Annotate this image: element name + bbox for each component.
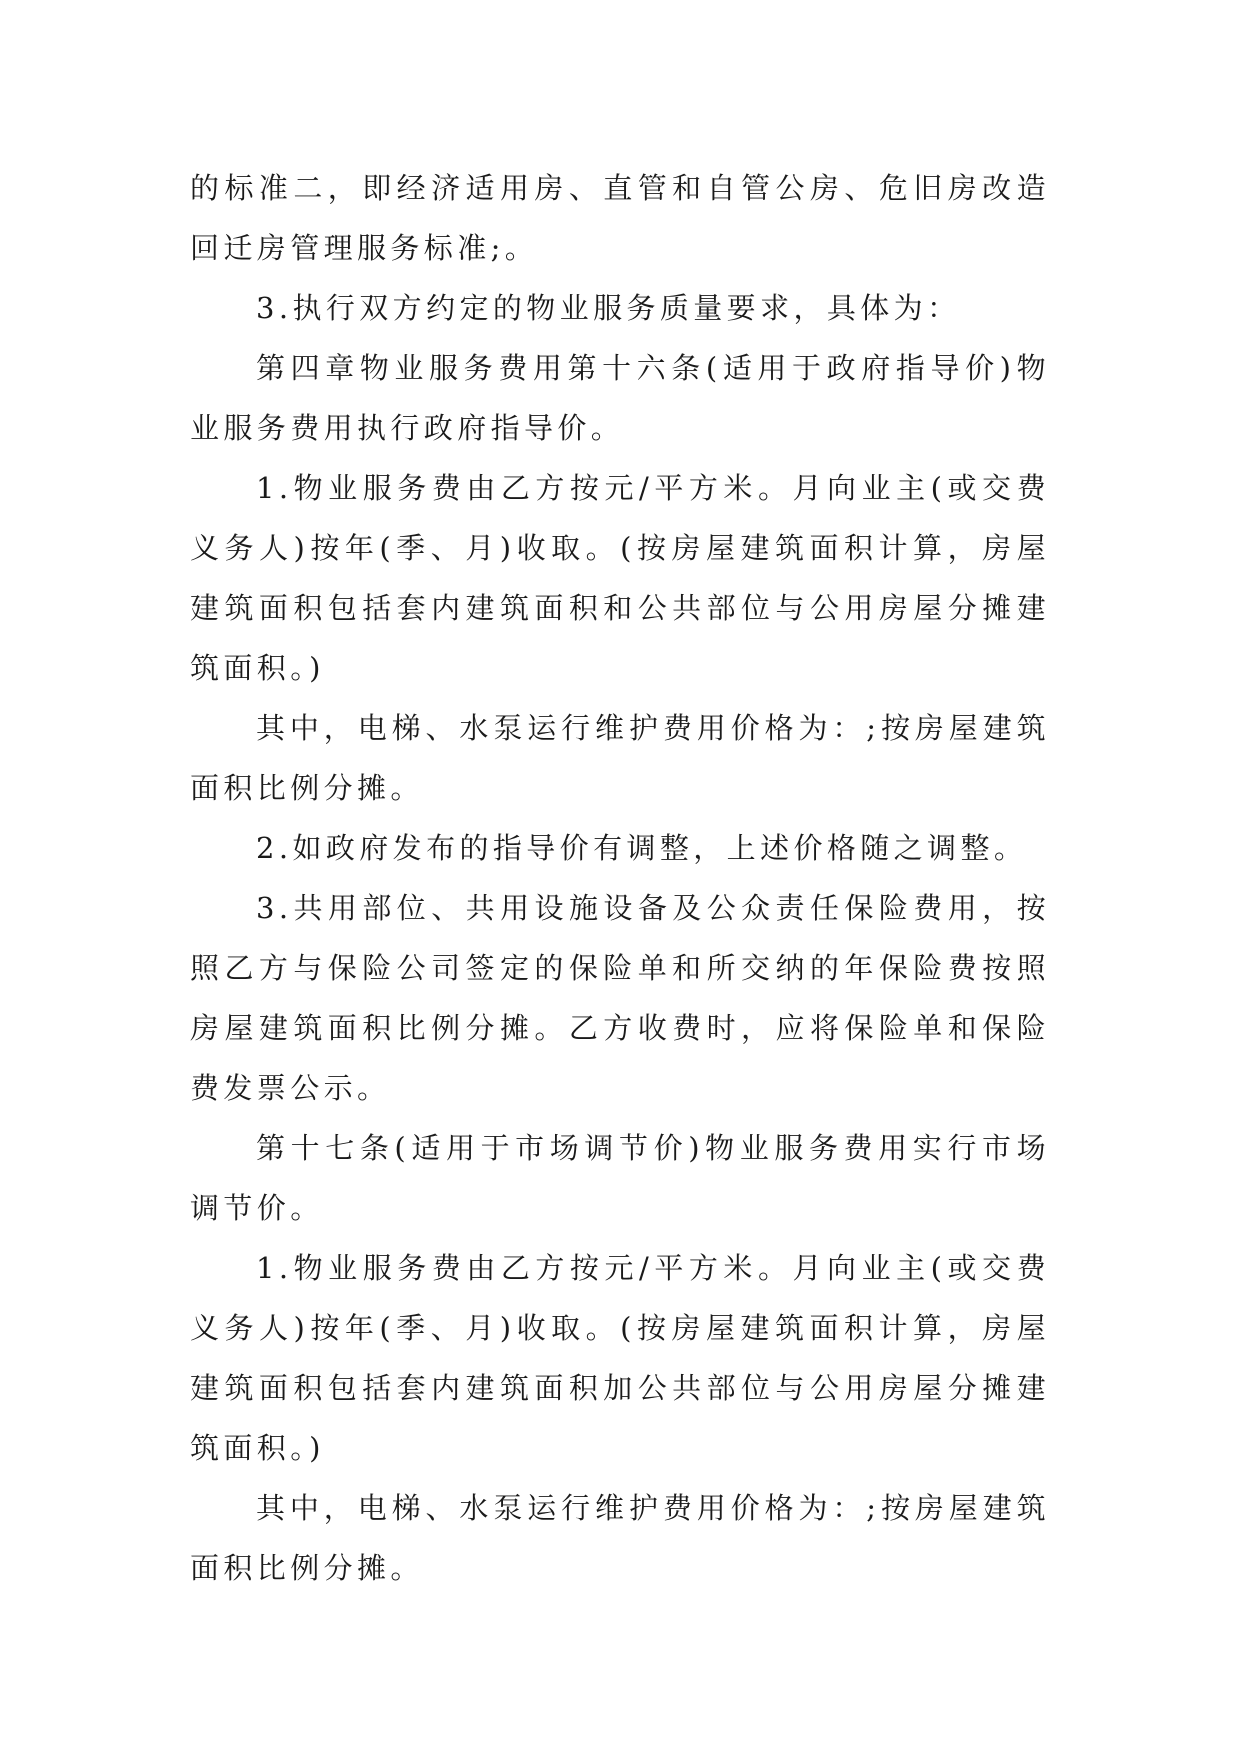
paragraph-chapter-four-article-16: 第四章物业服务费用第十六条(适用于政府指导价)物业服务费用执行政府指导价。: [190, 351, 1050, 445]
document-body: [190, 158, 1050, 1598]
paragraph-elevator-pump-fee-2: 其中，电梯、水泵运行维护费用价格为：;按房屋建筑面积比例分摊。: [190, 1491, 1050, 1585]
paragraph-quality-requirements: 3.执行双方约定的物业服务质量要求，具体为：: [256, 291, 961, 325]
paragraph-insurance-fee: 3.共用部位、共用设施设备及公众责任保险费用，按照乙方与保险公司签定的保险单和所交纳的年保险费按照房屋建筑面积比例分摊。乙方收费时，应将保险单和保险费发票公示。: [190, 891, 1050, 1105]
paragraph-elevator-pump-fee-1: 其中，电梯、水泵运行维护费用价格为：;按房屋建筑面积比例分摊。: [190, 711, 1050, 805]
paragraph-article-17: 第十七条(适用于市场调节价)物业服务费用实行市场调节价。: [190, 1131, 1050, 1225]
paragraph-service-fee-market: 1.物业服务费由乙方按元/平方米。月向业主(或交费义务人)按年(季、月)收取。(按房屋建筑面积计算，房屋建筑面积包括套内建筑面积加公共部位与公用房屋分摊建筑面积。): [190, 1251, 1050, 1465]
paragraph-continuation: 的标准二，即经济适用房、直管和自管公房、危旧房改造回迁房管理服务标准;。: [190, 171, 1050, 265]
paragraph-price-adjustment: 2.如政府发布的指导价有调整，上述价格随之调整。: [256, 831, 1028, 865]
paragraph-service-fee-government: 1.物业服务费由乙方按元/平方米。月向业主(或交费义务人)按年(季、月)收取。(按房屋建筑面积计算，房屋建筑面积包括套内建筑面积和公共部位与公用房屋分摊建筑面积。): [190, 471, 1050, 685]
